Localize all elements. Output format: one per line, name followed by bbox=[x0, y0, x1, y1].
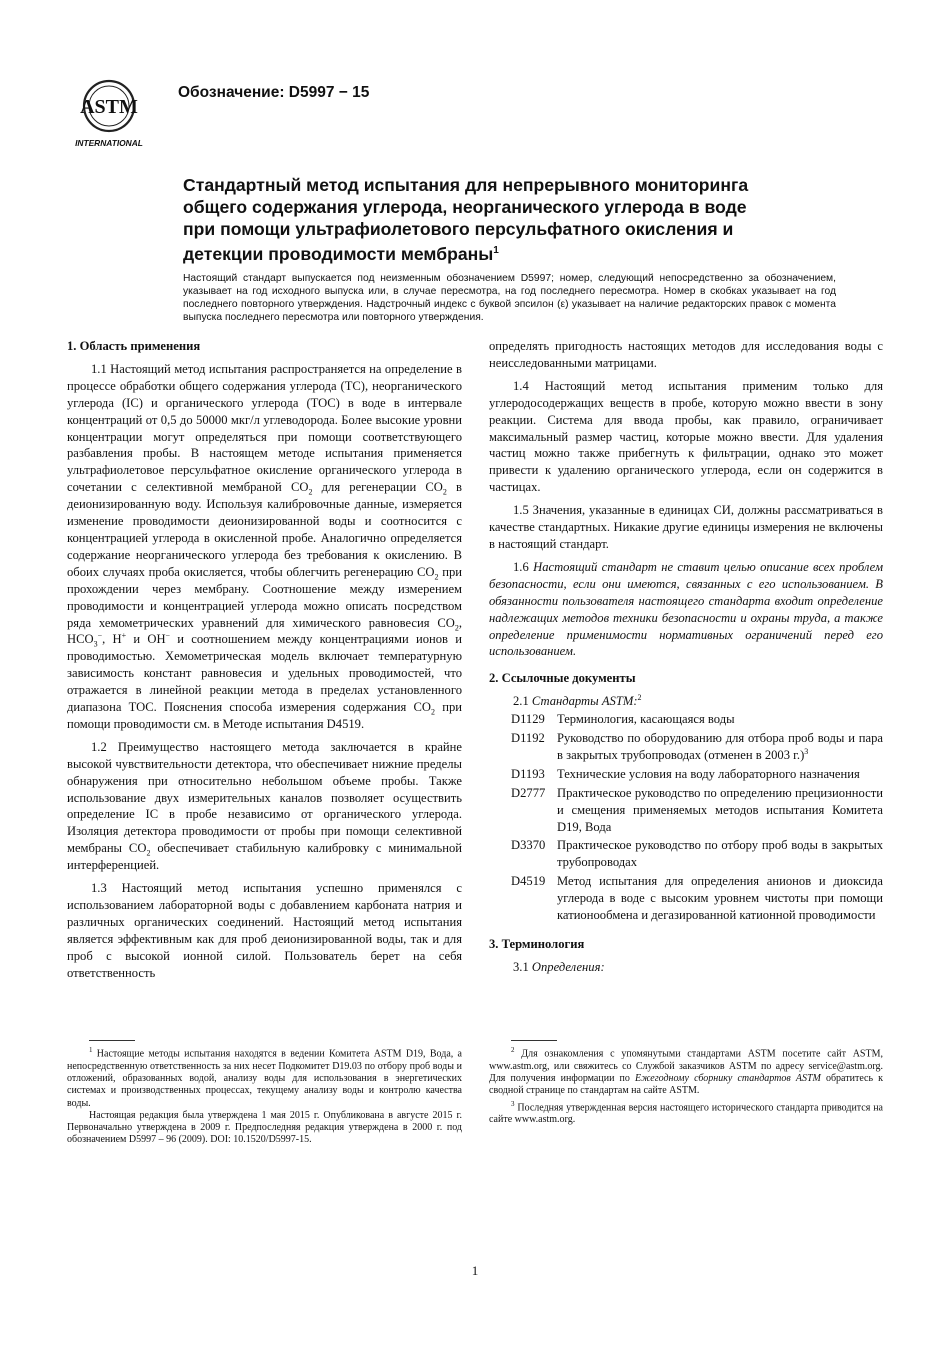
paragraph-1-3-continued: определять пригодность настоящих методов для исследования воды с неисследованными матрицами. bbox=[489, 339, 883, 370]
reference-item: D1193 Технические условия на воду лабораторного назначения bbox=[511, 766, 860, 781]
paragraph-1-2: 1.2 Преимущество настоящего метода заключается в крайне высокой чувствительности детектора, что обеспечивает нижние пределы обнаружения при относительно небольшом объеме пробы. Также использование двух измерительных каналов позволяет осуществить определение IC в пробе независимо от органического углерода. Изоляция детектора проводимости от пробы при помощи селективной мембраны $CO_2$ обеспечивает стабильную калибровку с минимальной интерференцией. bbox=[67, 739, 462, 873]
reference-item: D4519 Метод испытания для определения анионов и диоксида углерода в воде с высоким уровнем чистоты при помощи катионообмена и дегазированной катионной проводимости bbox=[511, 874, 883, 923]
title-line: детекции проводимости мембраны$^1$ bbox=[183, 243, 499, 264]
paragraph-1-6: 1.6 Настоящий стандарт не ставит целью описание всех проблем безопасности, если они имеются, связанных с его использованием. В обязанности пользователя настоящего стандарта входит определение надлежащих методов техники безопасности и охраны труда, а также определение применимости нормативных ограничений перед его использованием. bbox=[489, 559, 883, 659]
section-1-heading: 1. Область применения bbox=[67, 339, 201, 353]
astm-logo bbox=[63, 78, 155, 150]
logo-letters: ASTM bbox=[80, 96, 138, 118]
footnote-1: $^1$ Настоящие методы испытания находятся в ведении Комитета ASTM D19, Вода, а непосредственную ответственность за них несет Подкомитет D19.03 по отбору проб воды и отложений, образованных водой, анализу воды для использования в энергетических системах и производственных процессах, текущему анализу воды и контролю качества воды. bbox=[67, 1046, 462, 1109]
footnote-2: $^2$ Для ознакомления с упомянутыми стандартами ASTM посетите сайт ASTM, www.astm.org, или свяжитесь со Службой заказчиков ASTM по адресу service@astm.org. Для получения информации по Ежегодному сборнику стандартов ASTM обратитесь к сводной странице по стандартам на сайте ASTM. bbox=[489, 1046, 883, 1097]
left-column bbox=[67, 338, 462, 988]
title-line: общего содержания углерода, неорганического углерода в воде bbox=[183, 197, 747, 217]
footnote-rule bbox=[511, 1040, 557, 1041]
designation: Обозначение: D5997 − 15 bbox=[178, 84, 370, 101]
section-3-heading: 3. Терминология bbox=[489, 937, 585, 951]
footnote-3: $^3$ Последняя утвержденная версия настоящего исторического стандарта приводится на сайте www.astm.org. bbox=[489, 1099, 883, 1126]
paragraph-1-3: 1.3 Настоящий метод испытания успешно применялся с использованием лабораторной воды с добавлением карбоната натрия и различных органических соединений. Настоящий метод испытания является эффективным как для проб деионизированной воды, так и для проб с высокой ионной силой. Пользователь берет на себя ответственность bbox=[67, 881, 462, 980]
reference-item: D3370 Практическое руководство по отбору проб воды в закрытых трубопроводах bbox=[511, 838, 883, 870]
subsection-2-1: 2.1 Стандарты ASTM:$^2$ bbox=[513, 693, 642, 709]
right-column bbox=[489, 338, 883, 977]
footnote-rule bbox=[89, 1040, 135, 1041]
reference-item: D1129 Терминология, касающаяся воды bbox=[511, 712, 735, 727]
paragraph-1-1: 1.1 Настоящий метод испытания распространяется на определение в процессе обработки общего содержания углерода (TC), неорганического углерода (IC) и органического углерода (TOC) в воде в интервале концентраций от 0,5 до 50000 мкг/л углеводорода. Более высокие уровни концентрации могут определяться при помощи соответствующего разбавления пробы. В настоящем методе испытания применяется ультрафиолетовое персульфатное окисление органического углерода в сочетании с селективной мембраной $CO_2$ для регенерации $CO_2$ в деионизированную воду. Используя калибровочные данные, измеряется изменение проводимости деионизированной воды и соотносится с концентрацией углерода в окисленной пробе. Аналогично определяется содержание неорганического углерода без требования к окислению. В обоих случаях проба окисляется, чтобы облегчить регенерацию $CO_2$ при прохождении через мембрану. Соотношение между измерением проводимости и концентрацией углерода можно описать посредством ряда хемометрических уравнений для химического равновесия $CO_2$, $HCO_3^-$, H+ и OH− и соотношением между концентрациями ионов и проводимостью. Хемометрическая модель включает температурную зависимость констант равновесия и удельных проводимостей, что отражается в линейной реакции метода в пределах установленного диапазона TOC. Пояснения способа измерения содержания $CO_2$ при помощи проводимости см. в Методе испытания D4519. bbox=[67, 361, 462, 731]
subsection-3-1: 3.1 Определения: bbox=[513, 959, 605, 974]
footnotes-left bbox=[67, 1040, 462, 1147]
reference-item: D1192 Руководство по оборудованию для отбора проб воды и пара в закрытых трубопроводах (отменен в 2003 г.)$^3$ bbox=[511, 731, 883, 762]
title-line: при помощи ультрафиолетового персульфатного окисления и bbox=[183, 219, 734, 239]
logo-international: INTERNATIONAL bbox=[75, 138, 143, 148]
title-line: Стандартный метод испытания для непрерывного мониторинга bbox=[183, 175, 749, 195]
footnotes-right bbox=[489, 1040, 883, 1126]
paragraph-1-5: 1.5 Значения, указанные в единицах СИ, должны рассматриваться в качестве стандартных. Никакие другие единицы измерения не включены в настоящий стандарт. bbox=[489, 503, 883, 551]
page-number: 1 bbox=[471, 1263, 479, 1278]
paragraph-1-4: 1.4 Настоящий метод испытания применим только для углеродосодержащих веществ в пробе, которую можно ввести в зону реакции. Система для ввода пробы, как правило, ограничивает максимальный размер частиц, которые можно ввести. Для удаления частиц можно также прибегнуть к фильтрации, однако это может привести к удалению органического углерода, если он содержится в частицах. bbox=[489, 378, 883, 495]
document-title bbox=[183, 174, 843, 265]
footnote-1-edition: Настоящая редакция была утверждена 1 мая 2015 г. Опубликована в августе 2015 г. Первоначально утверждена в 2009 г. Предпоследняя редакция утверждена в 2000 г. под обозначением D5997 – 96 (2009). DOI: 10.1520/D5997-15. bbox=[67, 1109, 462, 1146]
footnote-mark: 1 bbox=[493, 245, 499, 256]
standard-note: Настоящий стандарт выпускается под неизменным обозначением D5997; номер, следующий непосредственно за обозначением, указывает на год исходного выпуска или, в случае пересмотра, на год последнего пересмотра. Номер в скобках указывает на год последнего повторного утверждения. Надстрочный индекс с буквой эпсилон (ε) указывает на наличие редакторских правок с момента выпуска последнего пересмотра или повторного утверждения. bbox=[183, 273, 836, 323]
section-2-heading: 2. Ссылочные документы bbox=[489, 671, 636, 686]
reference-item: D2777 Практическое руководство по определению прецизионности и смещения применяемых методов испытания Комитета D19, Вода bbox=[511, 785, 883, 834]
